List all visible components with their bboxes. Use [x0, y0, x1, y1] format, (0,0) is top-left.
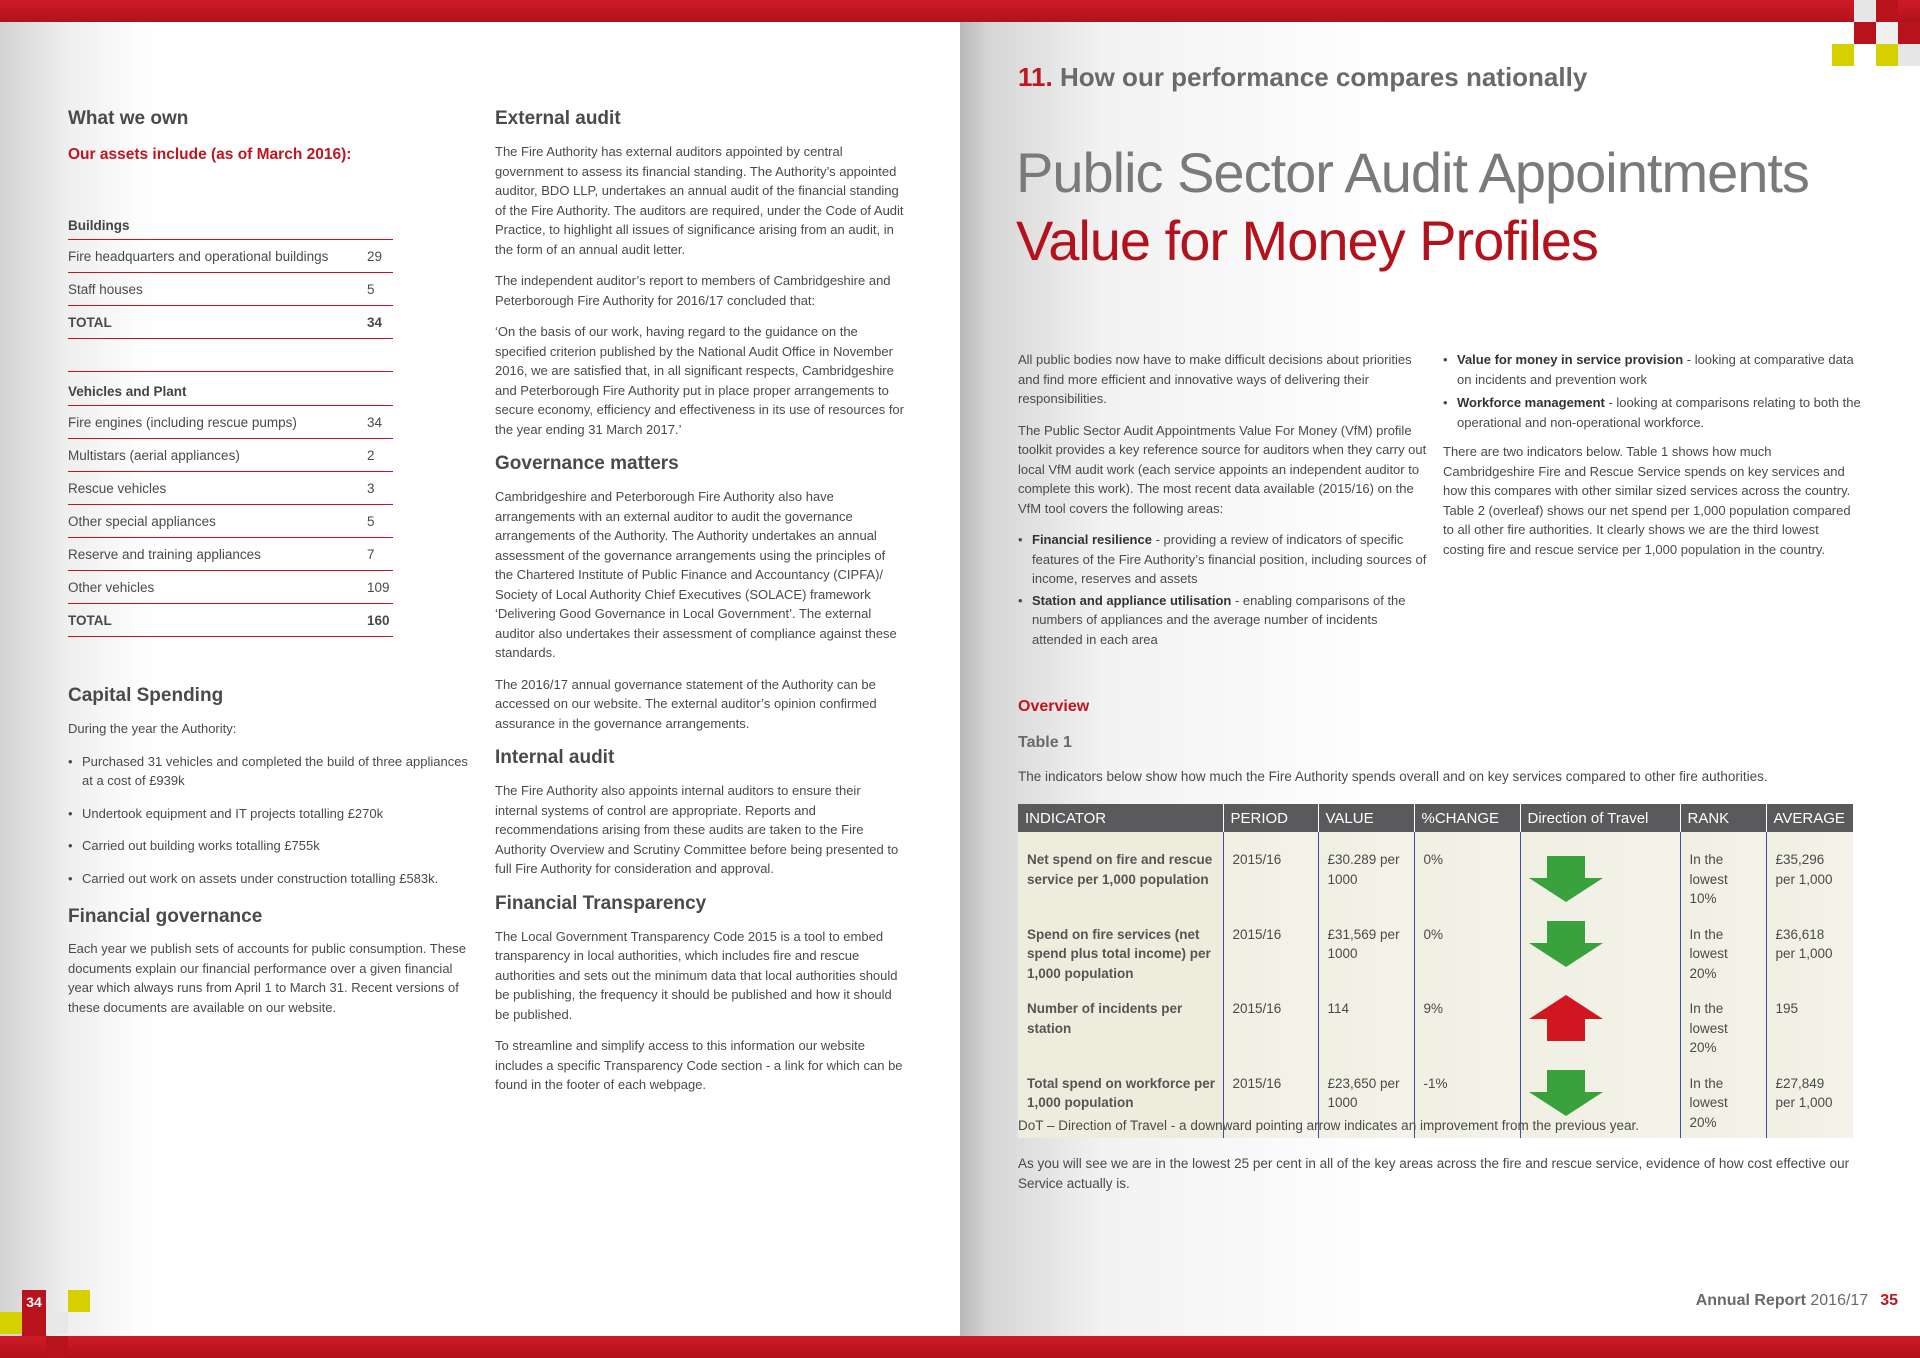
decor-square: [46, 1336, 68, 1358]
bottom-red-bar: [960, 1336, 1920, 1358]
table-header-row: [1018, 804, 1853, 832]
section-title: How our performance compares nationally: [1059, 62, 1588, 92]
areas-list: [1018, 530, 1428, 649]
arrow-up-icon: [1529, 995, 1603, 1041]
column-header: INDICATOR: [1018, 804, 1223, 832]
overview-heading: Overview: [1018, 698, 1090, 715]
capital-list: [68, 752, 473, 889]
bottom-red-bar: [0, 1336, 960, 1358]
intro-p1: All public bodies now have to make difficult decisions about priorities and find more efficient and innovative ways of delivering their responsibilities.: [1018, 352, 1412, 406]
table-row: Net spend on fire and rescue service per 1,000 population 2015/16 £30.289 per 1000 0% In the lowest 10% £35,296 per 1,000: [1018, 832, 1853, 915]
right-page: [960, 0, 1920, 1358]
list-item: • Undertook equipment and IT projects totalling £270k: [68, 804, 473, 824]
external-audit-heading: External audit: [495, 108, 621, 129]
table-row: Number of incidents per station 2015/16 114 9% In the lowest 20% 195: [1018, 989, 1853, 1064]
decor-square: [46, 1312, 68, 1334]
table-row: Total spend on workforce per 1,000 population 2015/16 £23,650 per 1000 -1% In the lowest 20% £27,849 per 1,000: [1018, 1064, 1853, 1139]
decor-square: [1876, 22, 1898, 44]
decor-square: [0, 1312, 22, 1334]
what-we-own-heading: What we own: [68, 108, 189, 129]
table-spacer: [68, 339, 393, 372]
section-heading: [1018, 62, 1587, 93]
big-title-line-1: Public Sector Audit Appointments: [1016, 141, 1809, 204]
column-header: PERIOD: [1223, 804, 1318, 832]
closing-paragraph: As you will see we are in the lowest 25 per cent in all of the key areas across the fire and rescue service, evidence of how cost effective our Service actually is.: [1018, 1156, 1850, 1191]
list-item: • Value for money in service provision - looking at comparative data on incidents and prevention work: [1443, 350, 1863, 389]
table-row: Rescue vehicles 3: [68, 472, 393, 505]
intro-p2: The Public Sector Audit Appointments Value For Money (VfM) profile toolkit provides a key reference source for auditors when they carry out local VfM audit work (each service appoints an independent auditor to complete this work). The most recent data available (2015/16) on the VfM tool covers the following areas:: [1018, 422, 1427, 516]
decor-square: [1898, 22, 1920, 44]
buildings-total-row: TOTAL 34: [68, 306, 393, 339]
transparency-heading: Financial Transparency: [495, 892, 707, 914]
arrow-down-icon: [1529, 921, 1603, 967]
decor-square: [1898, 44, 1920, 66]
footer-title: Annual Report: [1695, 1292, 1806, 1309]
vehicles-total-row: TOTAL 160: [68, 604, 393, 637]
decor-square: [22, 1312, 46, 1336]
governance-p2: The 2016/17 annual governance statement of the Authority can be accessed on our website. The external auditor’s opinion confirmed assurance in the governance arrangements.: [495, 676, 877, 731]
top-red-bar: [960, 0, 1920, 22]
assets-table: [68, 212, 393, 637]
list-item: • Carried out work on assets under construction totalling £583k.: [68, 869, 473, 889]
intro-p3: There are two indicators below. Table 1 shows how much Cambridgeshire Fire and Rescue Service spends on key services and how this compares with other similar sized services across the country. Table 2 (overleaf) shows our net spend per 1,000 population compared to all other fire authorities. It clearly shows we are the third lowest costing fire and rescue service per 1,000 population in the country.: [1443, 444, 1851, 557]
right-column-1: [1018, 350, 1428, 649]
table-row: Other vehicles 109: [68, 571, 393, 604]
list-item: • Carried out building works totalling £755k: [68, 836, 473, 856]
indicators-table: [1018, 804, 1853, 1138]
list-item: • Purchased 31 vehicles and completed the build of three appliances at a cost of £939k: [68, 752, 473, 791]
list-item: • Workforce management - looking at comparisons relating to both the operational and non-operational workforce.: [1443, 393, 1863, 432]
footer-year: 2016/17: [1805, 1292, 1869, 1309]
governance-heading: Governance matters: [495, 453, 679, 474]
decor-square: [1854, 22, 1876, 44]
arrow-down-icon: [1529, 856, 1603, 902]
external-audit-quote: ‘On the basis of our work, having regard to the guidance on the specified criterion published by the National Audit Office in November 2016, we are satisfied that, in all significant respects, Cambridgeshire and Peterborough Fire Authority put in place proper arrangements to secure economy, efficiency and effectiveness in its use of resources for the year ending 31 March 2017.’: [495, 324, 904, 437]
right-column-2: [1443, 350, 1863, 559]
areas-list-continued: [1443, 350, 1863, 432]
table-row: Fire engines (including rescue pumps) 34: [68, 406, 393, 439]
decor-square: [1854, 0, 1876, 22]
footer: [1696, 1292, 1898, 1310]
column-header: Direction of Travel: [1520, 804, 1680, 832]
column-header: %CHANGE: [1414, 804, 1520, 832]
direction-of-travel-note: DoT – Direction of Travel - a downward pointing arrow indicates an improvement from the previous year.: [1018, 1118, 1640, 1133]
internal-audit-heading: Internal audit: [495, 747, 615, 768]
decor-square: [68, 1290, 90, 1312]
financial-governance-text: Each year we publish sets of accounts for public consumption. These documents explain our financial performance over a given financial year which always runs from April 1 to March 31. Recent versions of these documents are available on our website.: [68, 941, 466, 1015]
column-header: VALUE: [1318, 804, 1414, 832]
table-label: Table 1: [1018, 734, 1072, 751]
arrow-down-icon: [1529, 1070, 1603, 1116]
buildings-title: Buildings: [68, 212, 393, 240]
page-number-left: 34: [22, 1290, 46, 1314]
decor-square: [1876, 44, 1898, 66]
financial-governance-heading: Financial governance: [68, 906, 263, 927]
table-row: Multistars (aerial appliances) 2: [68, 439, 393, 472]
table-row: Reserve and training appliances 7: [68, 538, 393, 571]
top-red-bar: [0, 0, 960, 22]
table-row: Other special appliances 5: [68, 505, 393, 538]
capital-intro: During the year the Authority:: [68, 721, 237, 736]
section-number: 11.: [1018, 62, 1053, 92]
left-column-2: [495, 108, 905, 1095]
assets-heading: Our assets include (as of March 2016):: [68, 146, 352, 163]
table-row: Fire headquarters and operational buildings 29: [68, 240, 393, 273]
decor-square: [1876, 0, 1898, 22]
governance-p1: Cambridgeshire and Peterborough Fire Authority also have arrangements with an external auditor to audit the governance arrangements of the Authority. The Authority undertakes an annual assessment of the governance arrangements using the principles of the Chartered Institute of Public Finance and Accountancy (CIPFA)/ Society of Local Authority Chief Executives (SOLACE) framework ‘Delivering Good Governance in Local Government’. The external auditor also undertakes their assessment of compliance against these standards.: [495, 489, 897, 660]
left-column-1: [68, 108, 473, 1017]
column-header: AVERAGE: [1766, 804, 1853, 832]
list-item: • Station and appliance utilisation - enabling comparisons of the numbers of appliances and the average number of incidents attended in each area: [1018, 591, 1428, 650]
transparency-p2: To streamline and simplify access to this information our website includes a specific Transparency Code section - a link for which can be found in the footer of each webpage.: [495, 1038, 903, 1092]
external-audit-p1: The Fire Authority has external auditors appointed by central government to assess its financial standing. The Authority’s appointed auditor, BDO LLP, undertakes an annual audit of the financial standing of the Fire Authority. The auditors are required, under the Code of Audit Practice, to highlight all issues of significance arising from an audit, in the form of an annual audit letter.: [495, 144, 904, 257]
internal-audit-p1: The Fire Authority also appoints internal auditors to ensure their internal systems of control are appropriate. Reports and recommendations arising from these audits are taken to the Fire Authority Overview and Scrutiny Committee before being presented to full Fire Authority for consideration and approval.: [495, 783, 899, 876]
page-number-right: 35: [1880, 1292, 1898, 1309]
external-audit-p2: The independent auditor’s report to members of Cambridgeshire and Peterborough Fire Authority for 2016/17 concluded that:: [495, 273, 891, 308]
transparency-p1: The Local Government Transparency Code 2015 is a tool to embed transparency in local authorities, which includes fire and rescue authorities and sets out the minimum data that local authorities should be publishing, the frequency it should be published and how it should be published.: [495, 928, 898, 1022]
table-row: Spend on fire services (net spend plus total income) per 1,000 population 2015/16 £31,569 per 1000 0% In the lowest 20% £36,618 per 1,000: [1018, 915, 1853, 990]
table-row: Staff houses 5: [68, 273, 393, 306]
big-title-line-2: Value for Money Profiles: [1016, 209, 1598, 272]
vehicles-title: Vehicles and Plant: [68, 372, 393, 406]
decor-square: [1832, 44, 1854, 66]
capital-spending-heading: Capital Spending: [68, 685, 224, 706]
list-item: • Financial resilience - providing a review of indicators of specific features of the Fire Authority’s financial position, including sources of income, reserves and assets: [1018, 530, 1428, 589]
table-intro: The indicators below show how much the Fire Authority spends overall and on key services compared to other fire authorities.: [1018, 769, 1768, 784]
column-header: RANK: [1680, 804, 1766, 832]
